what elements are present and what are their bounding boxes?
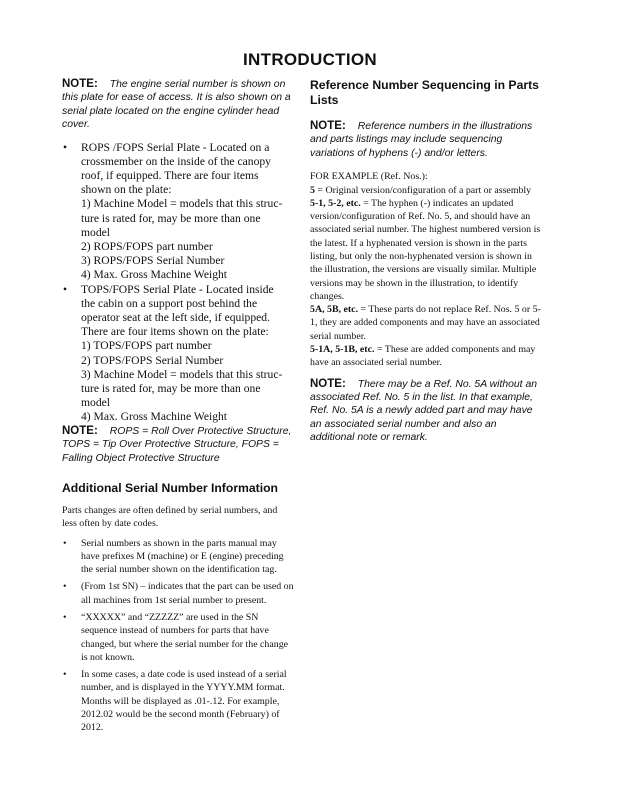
text-line: 4) Max. Gross Machine Weight — [81, 268, 228, 282]
text-line: shown on the plate: — [81, 183, 172, 197]
note-text: There may be a Ref. No. 5A without an associated Ref. No. 5 in the list. In that example, Ref. No. 5A is a newly added part and may have an associated serial number and also an additional note or remark. — [310, 378, 538, 444]
example-term: 5A, 5B, etc. — [310, 304, 358, 316]
example-term: 5-1, 5-2, etc. — [310, 197, 361, 209]
example-item — [310, 184, 542, 197]
example-term: 5-1A, 5-1B, etc. — [310, 344, 375, 356]
note-label: NOTE: — [310, 377, 346, 390]
reference-sequencing-heading: Reference Number Sequencing in Parts Lists — [310, 78, 539, 107]
example-text: = These parts do not replace Ref. Nos. 5 or 5-1, they are added components and may have an associated serial number. — [310, 304, 541, 342]
example-block — [310, 170, 542, 369]
ref-5a-note — [310, 378, 542, 445]
list-item: • Serial numbers as shown in the parts manual may have prefixes M (machine) or E (engine) preceding the serial number shown on the identification tag. — [62, 537, 294, 577]
note-label: NOTE: — [62, 78, 98, 90]
text-line: 2) ROPS/FOPS part number — [81, 240, 213, 254]
additional-serial-list — [62, 537, 294, 735]
text-line: the cabin on a support post behind the — [81, 296, 258, 310]
right-column — [310, 78, 542, 445]
note-text: The engine serial number is shown on this plate for ease of access. It is also shown on a serial plate located on the engine cylinder head cover. — [62, 79, 291, 131]
note-text: ROPS = Roll Over Protective Structure, TOPS = Tip Over Protective Structure, FOPS = Falling Object Protective Structure — [62, 425, 292, 464]
rops-fops-plate-item — [62, 141, 294, 283]
reference-note — [310, 120, 542, 160]
list-item: • In some cases, a date code is used instead of a serial number, and is displayed in the YYYY.MM format. Months will be displayed as .01-.12. For example, 2012.02 would be the second month (February) of 2012. — [62, 668, 294, 734]
list-item: • “XXXXX” and “ZZZZZ” are used in the SN sequence instead of numbers for parts that have changed, but where the serial number for the change is not known. — [62, 611, 294, 664]
engine-serial-note — [62, 78, 294, 132]
example-item — [310, 197, 542, 303]
additional-serial-intro: Parts changes are often defined by serial numbers, and less often by date codes. — [62, 504, 278, 530]
text-line: • ROPS /FOPS Serial Plate - Located on a — [81, 140, 270, 154]
note-text: Reference numbers in the illustrations and parts listings may include sequencing variations of hyphens (-) and/or letters. — [310, 121, 533, 159]
example-term: 5 — [310, 184, 315, 196]
text-line: 3) ROPS/FOPS Serial Number — [81, 254, 225, 268]
text-line: operator seat at the left side, if equipped. — [81, 311, 270, 325]
text-line: crossmember on the inside of the canopy — [81, 154, 271, 168]
page-title: INTRODUCTION — [243, 50, 377, 69]
additional-serial-heading: Additional Serial Number Information — [62, 480, 279, 495]
example-header: FOR EXAMPLE (Ref. Nos.): — [310, 171, 428, 183]
text-line: There are four items shown on the plate: — [81, 325, 269, 339]
example-text: = These are added components and may have an associated serial number. — [310, 344, 536, 369]
acronym-note — [62, 425, 294, 465]
text-line: 4) Max. Gross Machine Weight — [81, 410, 228, 424]
text-line: roof, if equipped. There are four items — [81, 169, 259, 183]
text-line: model — [81, 225, 110, 239]
tops-fops-plate-item — [62, 283, 294, 425]
serial-plate-list — [62, 141, 294, 425]
text-line: 3) Machine Model = models that this struc- — [81, 367, 283, 381]
example-item — [310, 343, 542, 370]
example-item — [310, 303, 542, 343]
text-line: 1) TOPS/FOPS part number — [81, 339, 212, 353]
text-line: ture is rated for, may be more than one — [81, 382, 261, 396]
text-line: • TOPS/FOPS Serial Plate - Located inside — [81, 282, 274, 296]
text-line: 1) Machine Model = models that this struc- — [81, 197, 283, 211]
text-line: ture is rated for, may be more than one — [81, 211, 261, 225]
note-label: NOTE: — [62, 424, 98, 437]
example-text: = Original version/configuration of a part or assembly — [314, 184, 532, 196]
text-line: model — [81, 396, 110, 410]
list-item: • (From 1st SN) – indicates that the part can be used on all machines from 1st serial number to present. — [62, 580, 294, 607]
text-line: 2) TOPS/FOPS Serial Number — [81, 353, 224, 367]
left-column — [62, 78, 294, 739]
example-text: = The hyphen (-) indicates an updated version/configuration of Ref. No. 5, and should have an associated serial number. The highest numbered version is the latest. If a hyphenated version is shown in the parts listing, but only the non-hyphenated version is shown in the illustration, the versions are visually similar. Multiple versions may be shown in the illustration, to identify changes. — [310, 197, 541, 302]
note-label: NOTE: — [310, 120, 346, 132]
